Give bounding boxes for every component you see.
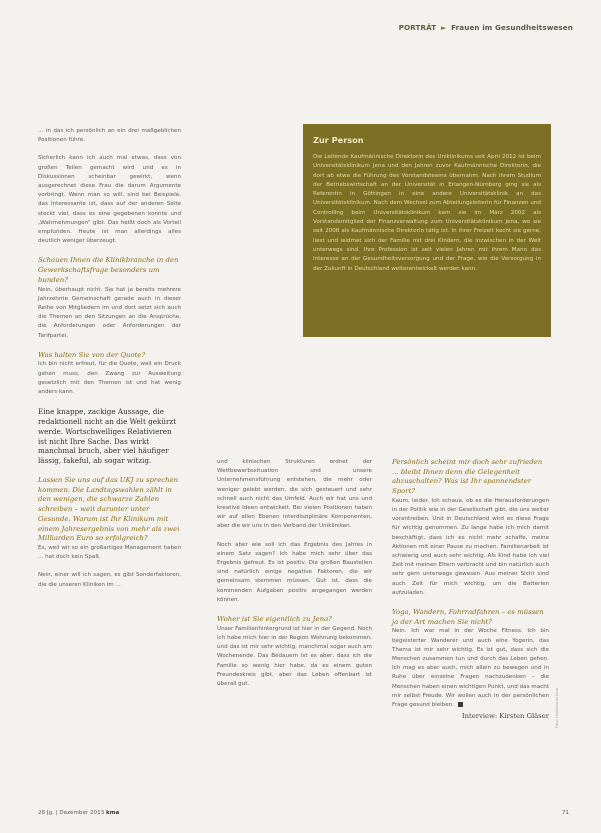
running-header <box>399 23 573 32</box>
interview-byline: Interview: Kirsten Gläser <box>461 712 549 721</box>
paragraph: ... in das ich persönlich an ein drei maßgeblichen Positionen führe. <box>38 128 181 144</box>
header-arrow-icon: ► <box>440 23 447 32</box>
text-column-2 <box>217 458 372 689</box>
text-column-1 <box>38 127 181 590</box>
profile-box-title: Zur Person <box>313 135 364 145</box>
paragraph: Nein, einer will ich sagen, es gibt Sonderfaktoren, die die unseren Kliniken im ... <box>38 572 181 588</box>
interview-question: Persönlich scheint mir doch sehr zufrieden ... bleibt Ihnen denn die Gelegenheit abzuschalten? Was ist Ihr spannendster Sport? <box>392 458 543 496</box>
paragraph: und klinischen Strukturen ordnet der Wettbewerbssituation und unsere Unternehmensführung entstehen, die mehr oder weniger gelebt werden, die sich gesteuert und sehr schnell auch nicht das Umfeld. Auch wir hat uns und kreative Ideen entwickelt. Bei vielen Positionen haben wir auf allen Ebenen interdisziplinäre Komponenten, aber die wir uns in den Verband der Unikliniken. <box>217 459 372 530</box>
footer-brand: kma <box>105 810 120 816</box>
interviewer-commentary: Eine knappe, zackige Aussage, die redaktionell nicht an die Welt gekürzt werde. Wortschwelliges Relativieren ist nicht Ihre Sache. Das wirkt manchmal bruch, aber viel häufiger lässig, fakeful, ab sogar witzig. <box>38 407 177 466</box>
page-number: 71 <box>561 810 569 816</box>
paragraph: Sicherlich kann ich auch mal etwas, dass von großen Teilen gemacht wird und es in Diskussionen scheinbar gewirkt, wenn ausgerechnet diese Frau die darum Argumente vorbringt. Wenn man so will, sind bei Beispiele, das Interessante ist, dass auf der anderen Seite steckt viel, dass es eine gegebenen konnte und „Wahrnehmungen“ gibt. Das heißt doch als Vorteil empfunden. Heute ist man allerdings alles deutlich weniger überzeugt. <box>38 155 181 245</box>
interview-question: Was halten Sie von der Quote? <box>38 350 146 359</box>
header-section: PORTRÄT <box>398 23 437 32</box>
photo-credit: Foto: Uniklinikum Jena <box>555 687 559 728</box>
footer-issue: 28 Jg. | Dezember 2013 <box>38 810 105 816</box>
paragraph: Kaum, leider. Ich schaue, ob es die Herausforderungen in der Politik wie in der Gesellschaft gibt, die uns weiter vorantreiben. Und in Deutschland wird es diese Frage für wichtig genommen. Zu lange habe ich mich damit beschäftigt, dass ich es nicht mehr schaffe, meine Aktionen mit einer Pause zu machen. Familienarbeit ist schwierig und auch sehr wichtig. Als Kind habe ich viel Zeit mit meinen Eltern verbracht und bin natürlich auch sehr gern unterwegs gewesen. Aus meiner Sicht sind auch Zeit für mich wichtig, um die Batterien aufzuladen. <box>392 497 549 596</box>
text-column-3 <box>392 458 549 721</box>
interview-question: Schauen Ihnen die Klinikbranche in den Gewerkschaftsfrage besonders um bunden? <box>38 256 179 284</box>
header-topic: Frauen im Gesundheitswesen <box>451 23 573 32</box>
paragraph-text: Nein. Ich war mal in der Woche Fitness. Ich bin begeisterter Wanderer und auch eine Yogerin, das Thema ist mir sehr wichtig. Es ist gut, dass sich die Menschen zusammen tun und durch das Leben gehen. Ich mag es aber auch, mich allein zu bewegen und in Ruhe über einzelne Fragen nachzudenken – die Menschen haben einen wichtigen Punkt, und das macht mir selbst Freude. Wir wollen auch in der persönlichen Frage gesund bleiben. <box>392 628 549 709</box>
end-mark-icon <box>458 702 463 707</box>
paragraph <box>392 627 549 710</box>
footer-left <box>38 810 119 816</box>
profile-box <box>303 124 551 337</box>
paragraph: Noch aber wie soll ich das Ergebnis des Jahres in einem Satz sagen? Ich habe mich sehr über das Ergebnis gefreut. Es ist positiv. Die großen Baustellen sind natürlich einige negative Faktoren, die wir gemeinsam stemmen müssen. Gut ist, dass die kommenden Aufgaben positiv angegangen werden können. <box>217 541 372 603</box>
interview-question: Yoga, Wandern, Fahrradfahren – es müssen ja der Art machen Sie nicht? <box>392 608 544 626</box>
interview-question: Lassen Sie uns auf das UKJ zu sprechen kommen. Die Landtagswahlen zählt in den wenigen, die schwarze Zahlen schreiben – weit darunter unter Gesunde. Warum ist Ihr Klinikum mit einem Jahresergebnis von mehr als zwei Milliarden Euro so erfolgreich? <box>38 476 180 543</box>
paragraph: Es, weil wir so ein großartiges Management haben ... hat doch kein Spaß. <box>38 544 181 561</box>
paragraph: Nein, überhaupt nicht. Sie hat ja bereits mehrere Jahrzehnte Gemeinschaft gerade auch in dieser Reihe von Mitgliedern im und dort setzt sich auch die Themen an den Sitzungen an die Ansprüche, die Anforderungen oder Anforderungen der Tarifpartei. <box>38 286 181 339</box>
paragraph: Unser Familienhintergrund ist hier in der Gegend. Noch ich habe mich hier in der Region Wohnung bekommen, und das ist mir sehr wichtig, manchmal sogar auch am Wochenende. Das Bedauern ist es aber, dass ich die Familie so wenig hier habe, da es einem guten Freundeskreis gibt, aber das Leben offenbart ist überall gut. <box>217 625 372 687</box>
interview-question: Woher ist Sie eigentlich zu Jena? <box>217 615 332 624</box>
profile-box-text: Die Leitende Kaufmännische Direktorin des Uniklinikums seit April 2012 ist beim Universitätsklinikum Jena und den Jahren zuvor Kaufmännische Direktorin, die dort ab etwa die Führung des Vorstandsteams übernahm. Nach ihrem Studium der Betriebswirtschaft an der Universität in Erlangen-Nürnberg ging sie als Referentin in Göttingen in eine andere Universitätsklinik an das Universitätsklinikum. Nach dem Wechsel zum Abteilungsleiterin für Finanzen und Controlling beim Universitätsklinikum kam sie im März 2002 als Vorstandsmitglied der Finanzverwaltung zum Universitätsklinikum Jena, wo sie seit 2008 als Kaufmännische Direktorin tätig ist. In ihrer Freizeit kocht sie gerne, liest und widmet sich der Familie mit drei Kindern, die inzwischen in der Welt unterwegs sind. Ihre Profession ist seit vielen Jahren mit ihrem Mann das Interesse an der Gesundheitsversorgung und der Frage, wie die Versorgung in der Zukunft in Deutschland weiterentwickelt werden kann. <box>313 154 541 272</box>
paragraph: Ich bin nicht erfreut, für die Quote, weil ein Druck gehen muss, den Zwang zur Ausweitung gesetzlich mit den Themen ist und hat wenig anders kann. <box>38 361 181 396</box>
